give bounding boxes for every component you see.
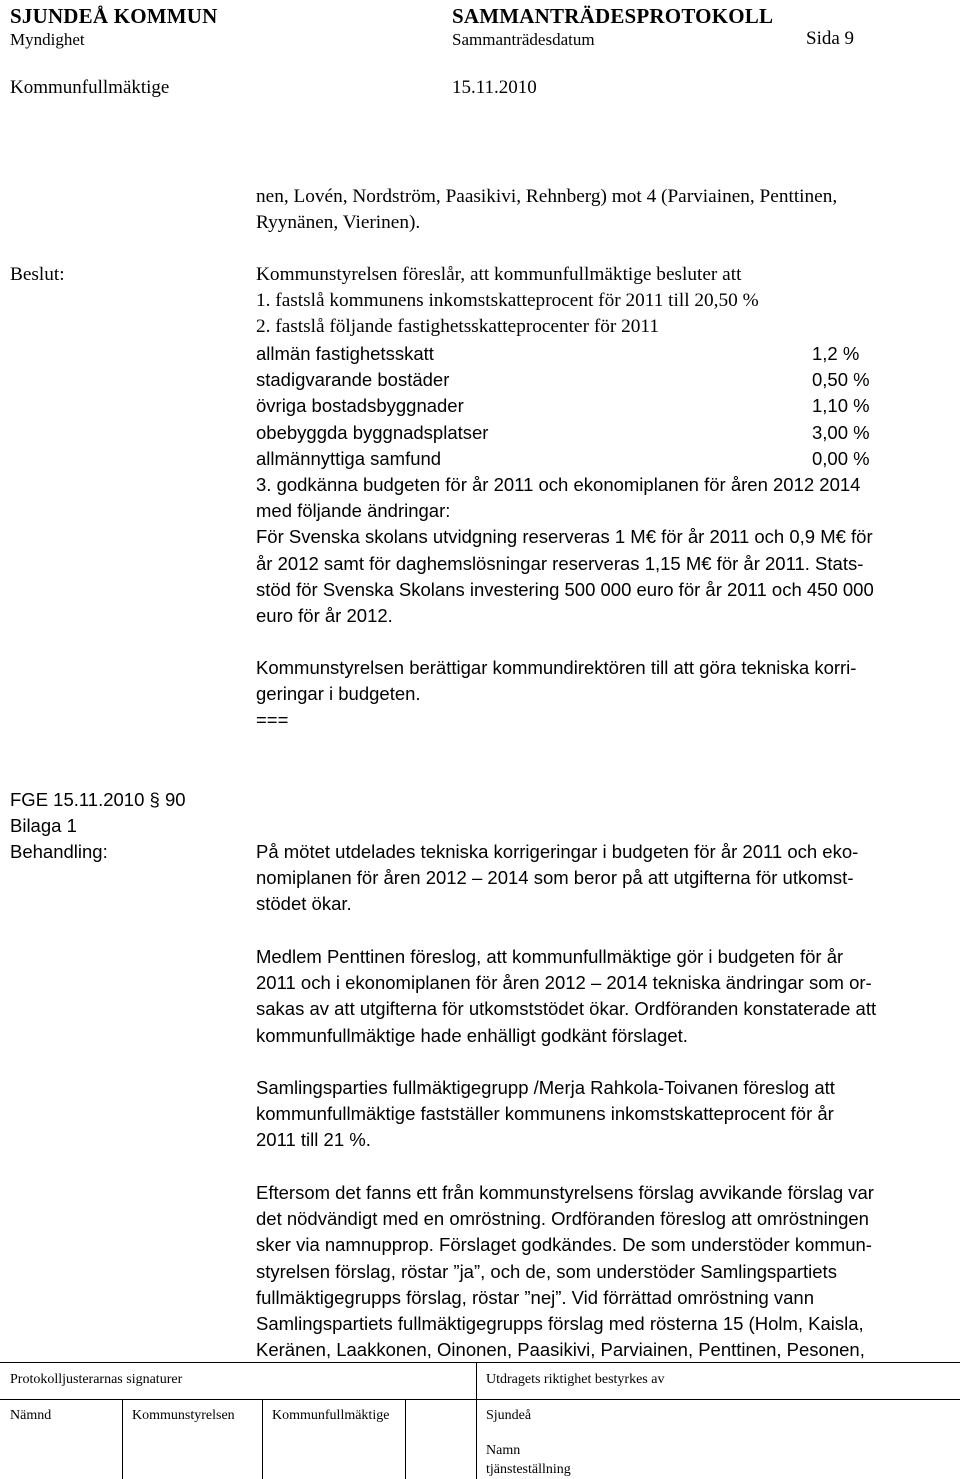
penttinen-paragraph <box>256 944 950 1049</box>
tax-rate-value: 0,50 % <box>812 369 870 391</box>
budget-line: år 2012 samt för daghemslösningar reserveras 1,15 M€ för år 2011. Stats- <box>256 552 864 574</box>
budget-line: euro för år 2012. <box>256 605 393 627</box>
behandling-paragraph <box>256 839 950 918</box>
tax-rate-label: allmän fastighetsskatt <box>256 343 434 364</box>
tax-rate-label: obebyggda byggnadsplatser <box>256 421 489 443</box>
tax-rate-value: 0,00 % <box>812 447 870 469</box>
behandling-line: stödet ökar. <box>256 893 352 915</box>
samlingsparti-line: kommunfullmäktige fastställer kommunens inkomstskatteprocent för år <box>256 1103 834 1125</box>
date-label: Sammanträdesdatum <box>452 30 595 49</box>
omrostning-line: det nödvändigt med en omröstning. Ordföranden föreslog att omröstningen <box>256 1208 869 1230</box>
omrostning-line: fullmäktigegrupps förslag, röstar ”nej”. Vid förrättad omröstning vann <box>256 1286 815 1308</box>
signature-footer <box>0 1362 960 1479</box>
penttinen-line: kommunfullmäktige hade enhälligt godkänt förslaget. <box>256 1024 688 1046</box>
tax-rate-row <box>256 420 950 446</box>
document-type: SAMMANTRÄDESPROTOKOLL <box>452 4 774 28</box>
place-label: Sjundeå <box>486 1408 532 1423</box>
closing-line: Kommunstyrelsen berättigar kommundirektören till att göra tekniska korri- <box>256 657 857 678</box>
authority-name: Kommunfullmäktige <box>10 77 170 98</box>
budget-line: 3. godkänna budgeten för år 2011 och ekonomiplanen för åren 2012 2014 <box>256 474 861 495</box>
tax-rate-row <box>256 393 950 419</box>
tax-rate-value: 1,2 % <box>812 343 860 364</box>
omrostning-line: Samlingspartiets fullmäktigegrupps förslag med rösterna 15 (Holm, Kaisla, <box>256 1313 864 1335</box>
signatures-label: Protokolljusterarnas signaturer <box>10 1372 183 1387</box>
fge-reference: FGE 15.11.2010 § 90 <box>10 789 186 810</box>
name-label: Namn <box>486 1443 521 1458</box>
behandling-line: nomiplanen för åren 2012 – 2014 som beror på att utgifterna för utkomst- <box>256 867 854 889</box>
separator: === <box>256 709 289 731</box>
omrostning-line: Keränen, Laakkonen, Oinonen, Paasikivi, Parviainen, Penttinen, Pesonen, <box>256 1339 865 1361</box>
meeting-date: 15.11.2010 <box>452 77 537 98</box>
closing-paragraph <box>256 655 950 734</box>
behandling-label: Behandling: <box>10 841 108 862</box>
samlingsparti-paragraph <box>256 1075 950 1154</box>
beslut-line: 2. fastslå följande fastighetsskatteprocenter för 2011 <box>256 316 659 338</box>
omrostning-paragraph <box>256 1180 950 1363</box>
samlingsparti-line: 2011 till 21 %. <box>256 1129 371 1151</box>
beslut-line: Kommunstyrelsen föreslår, att kommunfullmäktige besluter att <box>256 264 742 285</box>
attachment-label: Bilaga 1 <box>10 815 77 836</box>
intro-line: nen, Lovén, Nordström, Paasikivi, Rehnberg) mot 4 (Parviainen, Penttinen, <box>256 186 838 207</box>
column-divider <box>476 1363 477 1479</box>
beslut-label: Beslut: <box>10 264 65 285</box>
column-kommunstyrelsen: Kommunstyrelsen <box>132 1408 235 1423</box>
column-namnd: Nämnd <box>10 1408 52 1423</box>
budget-line: För Svenska skolans utvidgning reserveras 1 M€ för år 2011 och 0,9 M€ för <box>256 526 873 548</box>
budget-line: stöd för Svenska Skolans investering 500 000 euro för år 2011 och 450 000 <box>256 578 874 600</box>
penttinen-line: sakas av att utgifterna för utkomststödet ökar. Ordföranden konstaterade att <box>256 998 877 1020</box>
beslut-paragraph <box>256 262 950 341</box>
tax-rate-label: övriga bostadsbyggnader <box>256 395 464 417</box>
position-label: tjänsteställning <box>486 1462 571 1477</box>
tax-rate-value: 3,00 % <box>812 421 870 443</box>
penttinen-line: Medlem Penttinen föreslog, att kommunfullmäktige gör i budgeten för år <box>256 946 844 967</box>
tax-rate-row <box>256 446 950 472</box>
tax-rate-row <box>256 367 950 393</box>
samlingsparti-line: Samlingsparties fullmäktigegrupp /Merja Rahkola-Toivanen föreslog att <box>256 1077 835 1098</box>
budget-line: med följande ändringar: <box>256 500 451 522</box>
behandling-line: På mötet utdelades tekniska korrigeringar i budgeten för år 2011 och eko- <box>256 841 859 862</box>
intro-paragraph <box>256 184 950 236</box>
tax-rate-label: stadigvarande bostäder <box>256 369 450 391</box>
omrostning-line: sker via namnupprop. Förslaget godkändes. De som understöder kommun- <box>256 1234 872 1256</box>
column-divider <box>122 1399 123 1479</box>
penttinen-line: 2011 och i ekonomiplanen för åren 2012 – 2014 tekniska ändringar som or- <box>256 972 872 994</box>
tax-rate-label: allmännyttiga samfund <box>256 447 442 469</box>
tax-rate-list <box>256 341 950 472</box>
footer-divider <box>0 1399 960 1400</box>
column-divider <box>262 1399 263 1479</box>
tax-rate-row <box>256 341 950 367</box>
column-kommunfullmaktige: Kommunfullmäktige <box>272 1408 390 1423</box>
intro-line: Ryynänen, Vierinen). <box>256 212 421 234</box>
excerpt-label: Utdragets riktighet bestyrkes av <box>486 1372 665 1387</box>
column-divider <box>405 1399 406 1479</box>
omrostning-line: Eftersom det fanns ett från kommunstyrelsens förslag avvikande förslag var <box>256 1182 874 1203</box>
authority-label: Myndighet <box>10 30 85 49</box>
closing-line: geringar i budgeten. <box>256 683 421 705</box>
omrostning-line: styrelsen förslag, röstar ”ja”, och de, som understöder Samlingspartiets <box>256 1260 837 1282</box>
page-number: Sida 9 <box>806 28 855 49</box>
beslut-line: 1. fastslå kommunens inkomstskatteprocent för 2011 till 20,50 % <box>256 290 759 312</box>
tax-rate-value: 1,10 % <box>812 395 870 417</box>
budget-paragraph <box>256 472 950 629</box>
organization-name: SJUNDEÅ KOMMUN <box>10 4 218 28</box>
